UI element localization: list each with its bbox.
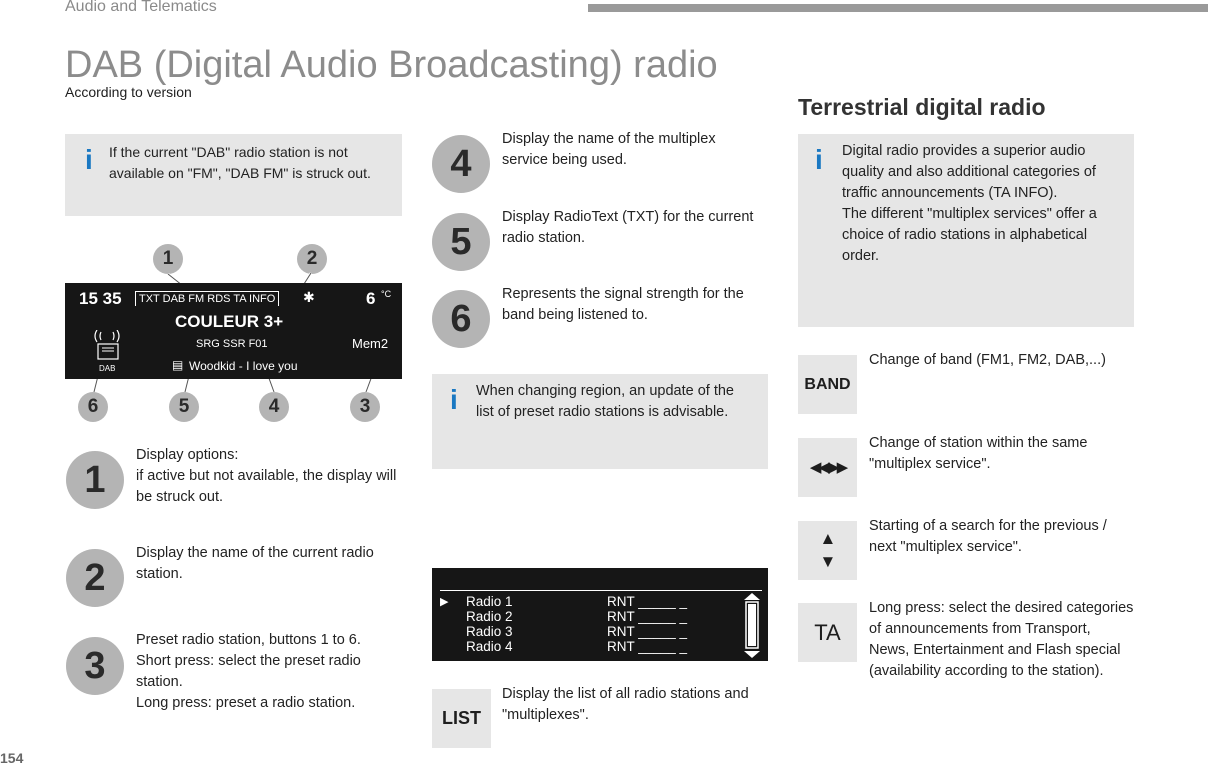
signal-antenna-icon bbox=[89, 330, 125, 360]
radio-display bbox=[65, 283, 402, 379]
up-down-arrows-icon: ▲ ▼ bbox=[819, 529, 837, 571]
list-item-code: RNT _____ _ bbox=[607, 594, 688, 609]
item-3-text: Preset radio station, buttons 1 to 6. Short press: select the preset radio station. Long press: preset a radio station. bbox=[136, 632, 361, 711]
callout-1: 1 bbox=[153, 244, 183, 274]
display-time: 15 35 bbox=[79, 289, 122, 308]
list-item-name: Radio 1 bbox=[466, 594, 513, 609]
bluetooth-icon: ✱ bbox=[303, 289, 315, 305]
list-divider bbox=[440, 590, 762, 591]
callout-6: 6 bbox=[78, 392, 108, 422]
number-badge-2: 2 bbox=[66, 549, 124, 607]
callout-5: 5 bbox=[169, 392, 199, 422]
info-text: Digital radio provides a superior audio quality and also additional categories of traffic announcements (TA INFO). The different "multiplex services" offer a choice of radio stations in alphabetical order. bbox=[842, 143, 1097, 264]
section-label: Audio and Telematics bbox=[65, 0, 217, 15]
ta-button-text: Long press: select the desired categories of announcements from Transport, News, Entertainment and Flash special (availability according to the station). bbox=[869, 600, 1134, 679]
display-multiplex: SRG SSR F01 bbox=[196, 338, 268, 350]
info-icon: i bbox=[815, 144, 823, 175]
list-button[interactable] bbox=[432, 689, 491, 748]
item-1-text: Display options: if active but not available, the display will be struck out. bbox=[136, 447, 397, 505]
callout-2: 2 bbox=[297, 244, 327, 274]
item-2-text: Display the name of the current radio station. bbox=[136, 545, 374, 582]
header-bar bbox=[588, 4, 1208, 12]
radiotext-icon: ▤ bbox=[172, 358, 184, 372]
up-down-arrows-text: Starting of a search for the previous / next "multiplex service". bbox=[869, 518, 1107, 555]
display-station-name: COULEUR 3+ bbox=[175, 312, 284, 331]
display-memory: Mem2 bbox=[352, 336, 389, 351]
number-badge-6: 6 bbox=[432, 290, 490, 348]
seek-arrows-button[interactable] bbox=[798, 438, 857, 497]
subtitle: According to version bbox=[65, 84, 192, 100]
info-icon: i bbox=[85, 144, 93, 175]
up-down-arrows-button[interactable] bbox=[798, 521, 857, 580]
selection-marker-icon: ▶ bbox=[440, 596, 449, 608]
terrestrial-heading: Terrestrial digital radio bbox=[798, 94, 1046, 120]
radio-list-screen bbox=[432, 568, 768, 661]
list-button-text: Display the list of all radio stations and "multiplexes". bbox=[502, 686, 749, 723]
callout-3: 3 bbox=[350, 392, 380, 422]
list-item-code: RNT _____ _ bbox=[607, 624, 688, 639]
item-5-text: Display RadioText (TXT) for the current radio station. bbox=[502, 209, 754, 246]
info-text: If the current "DAB" radio station is not available on "FM", "DAB FM" is struck out. bbox=[109, 144, 371, 181]
number-badge-4: 4 bbox=[432, 135, 490, 193]
list-item-name: Radio 4 bbox=[466, 639, 513, 654]
info-text: When changing region, an update of the list of preset radio stations is advisable. bbox=[476, 383, 734, 420]
display-status-bar: TXT DAB FM RDS TA INFO bbox=[135, 291, 279, 306]
ta-button[interactable] bbox=[798, 603, 857, 662]
info-icon: i bbox=[450, 384, 458, 415]
info-box-region bbox=[432, 374, 768, 469]
item-4-text: Display the name of the multiplex service being used. bbox=[502, 131, 716, 168]
ta-button-label: TA bbox=[814, 620, 841, 645]
info-box-terrestrial bbox=[798, 134, 1134, 327]
list-item-name: Radio 2 bbox=[466, 609, 513, 624]
band-button-label: BAND bbox=[804, 376, 851, 393]
display-temp: 6 bbox=[366, 289, 376, 308]
number-badge-1: 1 bbox=[66, 451, 124, 509]
seek-arrows-icon: ◀◀ ▶▶ bbox=[809, 459, 846, 476]
page-number: 154 bbox=[0, 750, 24, 766]
list-item-code: RNT _____ _ bbox=[607, 639, 688, 654]
band-button[interactable] bbox=[798, 355, 857, 414]
display-temp-unit: °C bbox=[381, 289, 392, 299]
number-badge-3: 3 bbox=[66, 637, 124, 695]
display-dab-label: DAB bbox=[99, 364, 116, 373]
list-scrollbar bbox=[742, 592, 762, 660]
number-badge-5: 5 bbox=[432, 213, 490, 271]
item-6-text: Represents the signal strength for the band being listened to. bbox=[502, 286, 744, 323]
display-radiotext: Woodkid - I love you bbox=[189, 359, 298, 373]
band-button-text: Change of band (FM1, FM2, DAB,...) bbox=[869, 352, 1106, 368]
callout-4: 4 bbox=[259, 392, 289, 422]
list-item-code: RNT _____ _ bbox=[607, 609, 688, 624]
list-button-label: LIST bbox=[442, 708, 481, 728]
seek-arrows-text: Change of station within the same "multiplex service". bbox=[869, 435, 1088, 472]
list-item-name: Radio 3 bbox=[466, 624, 513, 639]
page-title: DAB (Digital Audio Broadcasting) radio bbox=[65, 44, 718, 86]
